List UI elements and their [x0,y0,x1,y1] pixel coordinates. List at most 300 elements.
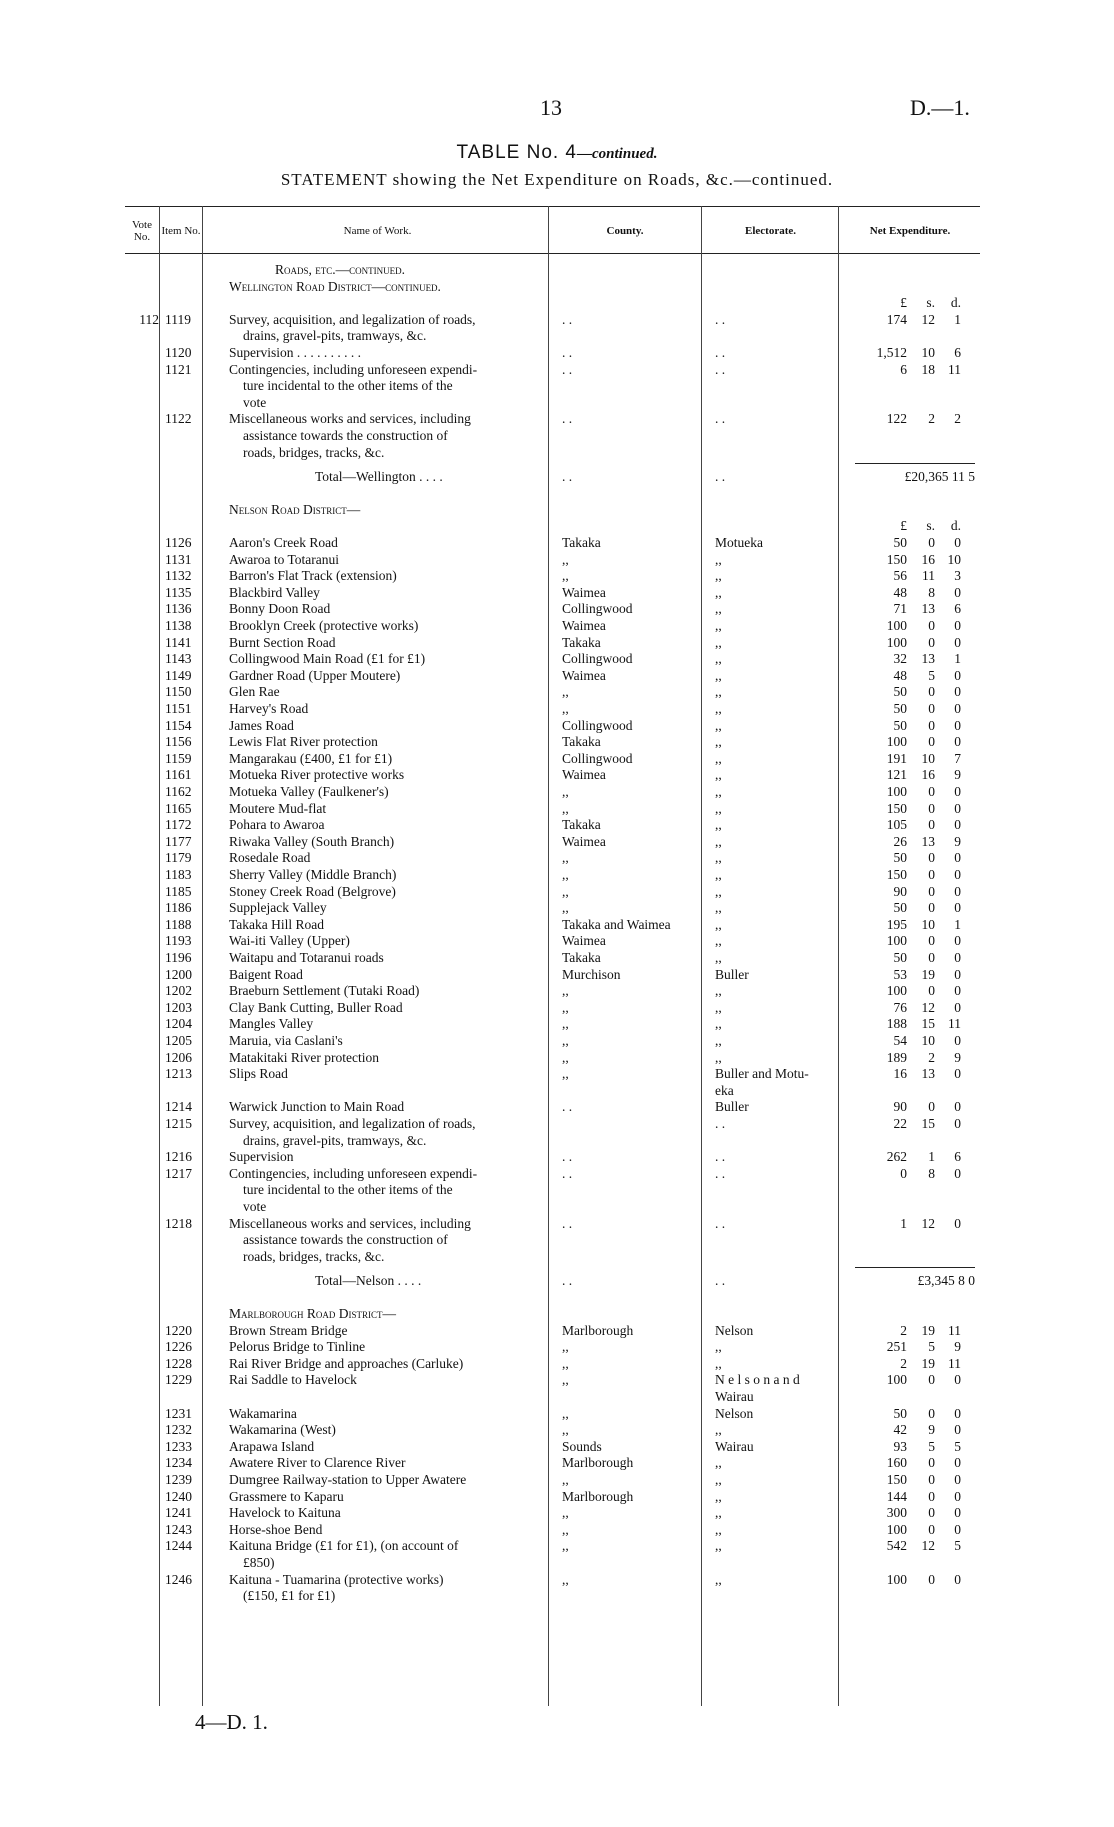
cell-name: Bonny Doon Road [229,601,331,617]
cell-county: ,, [562,1033,569,1048]
cell-name: drains, gravel-pits, tramways, &c. [243,1132,427,1148]
table-row [125,518,980,534]
cell-item: 1132 [165,568,192,584]
table-row [125,535,980,551]
document-code: D.—1. [910,95,970,120]
table-row [125,834,980,850]
cell-name: Lewis Flat River protection [229,734,378,750]
cell-county: ,, [562,983,569,999]
cell-l: 100 [886,734,907,750]
cell-item: 1136 [165,601,192,617]
cell-name: Contingencies, including unforeseen expendi- [229,1165,478,1181]
cell-d: 0 [954,1372,961,1388]
table-row [125,1439,980,1455]
cell-elec: . . [715,1149,726,1165]
cell-d: 6 [954,601,961,617]
cell-name: Collingwood Main Road (£1 for £1) [229,651,426,667]
cell-item: 1151 [165,701,192,716]
cell-d: 9 [954,1339,961,1355]
table-row [125,1489,980,1505]
cell-item: 1161 [165,767,192,783]
cell-elec: ,, [715,618,722,633]
cell-item: 1206 [165,1049,192,1065]
district-heading [125,1306,980,1322]
cell-d: 0 [954,999,961,1015]
cell-county: Waimea [562,833,606,849]
cell-county: ,, [562,1016,569,1032]
section-heading [125,262,980,278]
cell-s: 19 [921,1322,935,1338]
cell-s: 2 [928,1049,935,1065]
cell-l: 188 [886,1016,907,1032]
cell-item: 1228 [165,1355,192,1371]
table-row [125,1572,980,1588]
cell-d: 0 [954,1521,961,1537]
cell-l: 100 [886,634,907,650]
cell-name: Wakamarina [229,1405,297,1421]
cell-name: Contingencies, including unforeseen expendi- [229,361,478,377]
cell-item: 1156 [165,734,192,750]
cell-elec: . . [715,1273,726,1289]
cell-name: vote [243,394,267,410]
cell-county: . . [562,361,573,377]
cell-elec: Wairau [715,1389,754,1404]
cell-s: 8 [928,1165,935,1181]
cell-l: 300 [886,1505,907,1521]
cell-l: 251 [886,1339,907,1355]
cell-s: 0 [928,850,935,866]
cell-county: ,, [562,684,569,700]
cell-county: . . [562,469,573,485]
cell-elec: ,, [715,1339,722,1355]
cell-d: 2 [954,411,961,427]
cell-item: 1220 [165,1322,192,1338]
cell-name: Rai Saddle to Havelock [229,1372,357,1388]
cell-l: 50 [893,950,907,965]
cell-item: 1162 [165,784,192,799]
cell-l: 50 [893,900,907,916]
cell-item: 1232 [165,1422,192,1438]
cell-d: 0 [954,1066,961,1082]
cell-elec: ,, [715,734,722,750]
cell-l: 174 [886,311,907,327]
cell-county: Waimea [562,584,606,600]
cell-d: 0 [954,867,961,882]
cell-name: Supplejack Valley [229,900,327,916]
cell-s: 0 [928,535,935,550]
cell-d: 0 [954,1165,961,1181]
cell-elec: . . [715,345,726,360]
district-heading [125,502,980,518]
cell-county: ,, [562,883,569,899]
cell-s: 0 [928,1505,935,1521]
cell-d: 0 [954,950,961,965]
cell-d: 5 [954,1538,961,1554]
table-row [125,411,980,427]
cell-l: 1 [900,1215,907,1231]
cell-item: 1193 [165,933,192,949]
table-row [125,445,980,461]
table-row [125,1099,980,1115]
cell-l: 48 [893,667,907,683]
cell-s: 16 [921,767,935,783]
cell-name: Harvey's Road [229,701,309,716]
cell-l: 150 [886,867,907,882]
cell-county: Waimea [562,767,606,783]
table-row [125,784,980,800]
total-rule [855,463,975,464]
cell-county: Waimea [562,667,606,683]
table-row [125,1083,980,1099]
cell-elec: ,, [715,1422,722,1438]
table-row [125,983,980,999]
cell-d: 0 [954,734,961,750]
cell-l: 160 [886,1455,907,1471]
cell-county: . . [562,1215,573,1231]
cell-name: assistance towards the construction of [243,428,448,443]
cell-d: 5 [954,1438,961,1454]
cell-county: ,, [562,850,569,866]
cell-l: 2 [900,1355,907,1371]
table-row [125,568,980,584]
table-row [125,1050,980,1066]
cell-elec: ,, [715,867,722,882]
cell-name: £850) [243,1555,275,1570]
cell-item: 1244 [165,1538,192,1554]
cell-elec: . . [715,1116,726,1131]
cell-elec: . . [715,1165,726,1181]
cell-d: 11 [948,1355,961,1371]
cell-county: ,, [562,1472,569,1487]
cell-s: 0 [928,1488,935,1504]
table-row [125,1339,980,1355]
cell-item: 1177 [165,833,192,849]
cell-elec: ,, [715,701,722,716]
cell-county: ,, [562,1405,569,1421]
table-row [125,801,980,817]
cell-d: 0 [954,684,961,700]
cell-name: Maruia, via Caslani's [229,1033,343,1048]
table-row [125,1522,980,1538]
cell-item: 1183 [165,867,192,882]
cell-l: 48 [893,584,907,600]
cell-d: 1 [954,916,961,932]
cell-s: 12 [921,1215,935,1231]
header-bottom-rule [125,253,980,254]
header-top-rule [125,206,980,207]
table-row [125,618,980,634]
cell-name: roads, bridges, tracks, &c. [243,1248,385,1264]
cell-elec: Buller [715,966,749,982]
cell-l: 195 [886,916,907,932]
cell-county: Sounds [562,1438,602,1454]
cell-item: 1233 [165,1438,192,1454]
cell-l: 1,512 [876,345,907,360]
cell-s: s. [926,295,935,311]
total-row [125,469,980,485]
cell-item: 1154 [165,717,192,733]
cell-name: Braeburn Settlement (Tutaki Road) [229,983,420,999]
cell-name: (£150, £1 for £1) [243,1588,336,1604]
cell-d: 0 [954,1488,961,1504]
cell-d: 0 [954,1116,961,1131]
cell-l: 90 [893,883,907,899]
cell-s: 0 [928,618,935,633]
cell-s: 0 [928,867,935,882]
cell-d: 10 [947,551,961,567]
cell-s: 0 [928,784,935,799]
table-row [125,1389,980,1405]
cell-county: ,, [562,1066,569,1082]
cell-item: 1200 [165,966,192,982]
cell-d: 0 [954,701,961,716]
cell-d: 0 [954,1099,961,1115]
cell-l: 56 [893,568,907,584]
cell-d: 7 [954,750,961,766]
table-row [125,1588,980,1604]
cell-elec: ,, [715,1355,722,1371]
table-row [125,1249,980,1265]
cell-d: 0 [954,1455,961,1471]
cell-county: ,, [562,999,569,1015]
table-row [125,1000,980,1016]
cell-name: Survey, acquisition, and legalization of roads, [229,311,476,327]
cell-l: 122 [886,411,907,427]
table-row [125,900,980,916]
cell-name: Slips Road [229,1066,288,1082]
cell-l: 262 [886,1149,907,1165]
cell-d: 1 [954,651,961,667]
table-row [125,950,980,966]
cell-l: £ [900,518,907,534]
cell-d: 0 [954,784,961,799]
cell-county: . . [562,1165,573,1181]
cell-name: Brown Stream Bridge [229,1322,348,1338]
cell-name: Kaituna Bridge (£1 for £1), (on account of [229,1538,459,1554]
cell-name: Baigent Road [229,966,303,982]
cell-county: Collingwood [562,717,633,733]
cell-name: Kaituna - Tuamarina (protective works) [229,1571,444,1587]
cell-elec: N e l s o n a n d [715,1372,800,1388]
cell-county: ,, [562,1422,569,1438]
cell-name: Supervision . . . . . . . . . . [229,345,362,360]
cell-name: Matakitaki River protection [229,1049,379,1065]
cell-l: 100 [886,933,907,949]
cell-l: 100 [886,1571,907,1587]
cell-county: Waimea [562,618,606,633]
cell-d: 9 [954,1049,961,1065]
cell-elec: ,, [715,950,722,965]
cell-county: Collingwood [562,601,633,617]
cell-county: . . [562,1099,573,1115]
cell-name: Total—Nelson . . . . [315,1273,422,1289]
cell-name: Motueka Valley (Faulkener's) [229,784,389,799]
cell-item: 1239 [165,1472,192,1487]
cell-l: 16 [893,1066,907,1082]
cell-s: 0 [928,983,935,999]
column-header-net: Net Expenditure. [869,225,951,237]
cell-item: 1121 [165,361,192,377]
cell-elec: ,, [715,1488,722,1504]
cell-s: s. [926,518,935,534]
cell-s: 16 [921,551,935,567]
cell-elec: ,, [715,634,722,650]
cell-s: 2 [928,411,935,427]
total-row [125,1273,980,1289]
cell-s: 0 [928,1372,935,1388]
column-header-county: County. [606,225,644,237]
cell-name: Marlborough Road District— [229,1306,397,1321]
table-row [125,295,980,311]
table-subtitle: STATEMENT showing the Net Expenditure on Roads, &c.—continued. [280,170,834,189]
cell-l: 22 [893,1116,907,1131]
cell-d: 9 [954,833,961,849]
cell-s: 0 [928,634,935,650]
cell-elec: ,, [715,1033,722,1048]
table-row [125,917,980,933]
cell-s: 0 [928,950,935,965]
cell-county: ,, [562,1571,569,1587]
table-row [125,378,980,394]
table-row [125,1422,980,1438]
cell-name: Awaroa to Totaranui [229,551,340,567]
cell-s: 0 [928,684,935,700]
cell-elec: . . [715,311,726,327]
table-row [125,884,980,900]
cell-s: 12 [921,1538,935,1554]
cell-item: 1204 [165,1016,192,1032]
cell-s: 1 [928,1149,935,1165]
cell-elec: ,, [715,667,722,683]
cell-s: 0 [928,900,935,916]
cell-s: 0 [928,734,935,750]
table-row [125,817,980,833]
cell-name: roads, bridges, tracks, &c. [243,444,385,460]
table-row [125,601,980,617]
cell-s: 0 [928,1521,935,1537]
cell-county: ,, [562,1505,569,1521]
cell-s: 0 [928,1455,935,1471]
cell-s: 9 [928,1422,935,1438]
cell-county: . . [562,411,573,427]
cell-item: 1185 [165,883,192,899]
cell-l: 191 [886,750,907,766]
cell-elec: ,, [715,767,722,783]
cell-d: 0 [954,983,961,999]
cell-county: ,, [562,1538,569,1554]
cell-county: ,, [562,1339,569,1355]
cell-d: 11 [948,1016,961,1032]
cell-item: 1241 [165,1505,192,1521]
cell-name: Glen Rae [229,684,280,700]
cell-name: ture incidental to the other items of the [243,378,453,394]
cell-s: 10 [921,916,935,932]
cell-l: 54 [893,1033,907,1048]
cell-elec: ,, [715,1538,722,1554]
cell-l: 144 [886,1488,907,1504]
cell-item: 1196 [165,950,192,965]
cell-county: . . [562,1273,573,1289]
cell-elec: ,, [715,601,722,617]
cell-county: ,, [562,701,569,716]
cell-s: 10 [921,1033,935,1048]
cell-item: 1203 [165,999,192,1015]
cell-l: 50 [893,1405,907,1421]
cell-item: 1120 [165,345,192,360]
cell-s: 13 [921,601,935,617]
cell-d: 0 [954,900,961,916]
cell-d: 0 [954,850,961,866]
cell-d: 0 [954,933,961,949]
cell-l: 50 [893,701,907,716]
cell-d: 0 [954,800,961,816]
cell-s: 19 [921,1355,935,1371]
cell-name: Riwaka Valley (South Branch) [229,833,395,849]
cell-item: 1150 [165,684,192,700]
cell-name: Total—Wellington . . . . [315,469,443,485]
cell-item: 1131 [165,551,192,567]
cell-l: 150 [886,551,907,567]
cell-elec: ,, [715,717,722,733]
table-row [125,1033,980,1049]
cell-name: Clay Bank Cutting, Buller Road [229,999,403,1015]
cell-item: 1126 [165,535,192,550]
cell-name: Warwick Junction to Main Road [229,1099,405,1115]
cell-s: 18 [921,361,935,377]
cell-item: 1226 [165,1339,192,1355]
table-row [125,328,980,344]
table-row [125,428,980,444]
cell-name: Miscellaneous works and services, including [229,1215,471,1231]
table-row [125,1372,980,1388]
cell-d: 0 [954,966,961,982]
cell-l: 0 [900,1165,907,1181]
cell-l: 50 [893,684,907,700]
table-row [125,1016,980,1032]
cell-d: 0 [954,717,961,733]
table-row [125,395,980,411]
cell-county: ,, [562,800,569,816]
cell-d: 0 [954,1215,961,1231]
cell-name: Moutere Mud-flat [229,800,327,816]
table-row [125,1505,980,1521]
table-row [125,1066,980,1082]
cell-s: 15 [921,1116,935,1131]
cell-item: 1246 [165,1571,192,1587]
cell-elec: Buller [715,1099,749,1115]
cell-l: 90 [893,1099,907,1115]
cell-s: 5 [928,667,935,683]
cell-county: Takaka [562,634,601,650]
cell-s: 0 [928,800,935,816]
cell-l: 50 [893,850,907,866]
cell-s: 0 [928,1571,935,1587]
cell-name: Stoney Creek Road (Belgrove) [229,883,396,899]
cell-s: 0 [928,701,935,716]
cell-l: 100 [886,784,907,799]
cell-elec: ,, [715,916,722,932]
cell-county: . . [562,345,573,360]
cell-item: 1143 [165,651,192,667]
table-row [125,1182,980,1198]
cell-item: 1243 [165,1521,192,1537]
cell-name: Survey, acquisition, and legalization of roads, [229,1116,476,1131]
cell-name: Barron's Flat Track (extension) [229,568,397,584]
cell-name: Havelock to Kaituna [229,1505,341,1521]
page-number: 13 [540,95,562,120]
cell-l: 6 [900,361,907,377]
cell-s: 13 [921,651,935,667]
